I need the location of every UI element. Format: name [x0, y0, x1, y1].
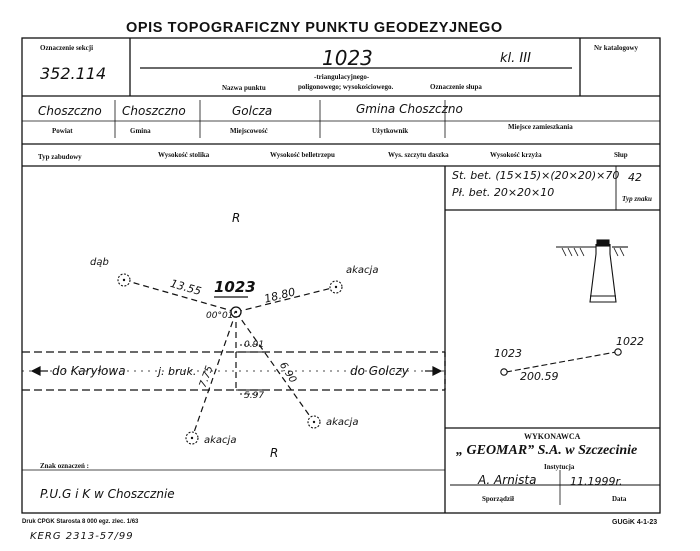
contractor-name: „ GEOMAR” S.A. w Szczecinie — [456, 443, 638, 458]
road-right-label: do Golczy — [350, 364, 409, 378]
center-angle: 00°01' — [206, 311, 236, 321]
distance-dab: 13.55 — [168, 276, 203, 299]
custody-label: Znak oznaczeń : — [40, 462, 89, 470]
road-left-label: do Karyłowa — [52, 364, 126, 378]
point-class: kl. III — [500, 51, 531, 66]
miejscowosc-label: Miejscowość — [230, 127, 268, 135]
gmina-label: Gmina — [130, 127, 151, 135]
sheet-label: Oznaczenie sekcji — [40, 44, 94, 52]
r-label-top: R — [232, 211, 241, 225]
powiat-value: Choszczno — [38, 104, 102, 118]
slup-label: Słup — [614, 151, 628, 159]
date-label: Data — [612, 495, 627, 503]
contractor-person: A. Arnista — [478, 473, 537, 487]
wys-stolika-label: Wysokość stolika — [158, 151, 210, 159]
kerg-stamp: KERG 2313-57/99 — [30, 531, 134, 542]
offset-top: 0.91 — [244, 340, 265, 350]
sheet-value: 352.114 — [40, 64, 107, 83]
pillar-label: Oznaczenie słupa — [430, 83, 482, 91]
bearing-point-a: 1023 — [494, 347, 522, 360]
tree-label-dab: dąb — [90, 257, 109, 268]
point-type-line2: poligonowego; wysokościowego. — [298, 83, 394, 91]
tree-label-akacja-2: akacja — [204, 435, 237, 446]
center-point-label: 1023 — [214, 278, 256, 296]
footer-print-code: Druk CPGK Starosta 8 000 egz. zlec. 1/63 — [22, 519, 139, 525]
distance-akacja-3: 6.90 — [276, 360, 299, 386]
wys-szczytu-label: Wys. szczytu daszka — [388, 151, 449, 159]
tree-label-akacja-1: akacja — [346, 265, 379, 276]
type-label: Typ znaku — [622, 195, 652, 203]
form-title: OPIS TOPOGRAFICZNY PUNKTU GEODEZYJNEGO — [126, 20, 503, 36]
catalog-label: Nr katalogowy — [594, 44, 639, 52]
bearing-distance: 200.59 — [520, 370, 559, 383]
wys-krzyza-label: Wysokość krzyża — [490, 151, 542, 159]
distance-akacja-2: 7.75 — [197, 364, 216, 390]
type-number: 42 — [628, 171, 642, 184]
uzytkownik-label: Użytkownik — [372, 127, 409, 135]
marker-cross-section — [556, 240, 628, 302]
miejsce-label: Miejsce zamieszkania — [508, 123, 573, 131]
outer-frame — [22, 38, 660, 513]
r-label-bottom: R — [270, 446, 279, 460]
point-name-label: Nazwa punktu — [222, 84, 266, 92]
uzytkownik-value: Gmina Choszczno — [356, 102, 463, 116]
wys-belki-label: Wysokość belletrzepu — [270, 151, 335, 159]
arrow-right-icon — [433, 367, 441, 375]
institution-label: Instytucja — [544, 463, 575, 471]
measure-line-akacja-2 — [192, 312, 236, 438]
contractor-header: WYKONAWCA — [524, 432, 581, 441]
offset-bottom: 5.97 — [244, 391, 265, 401]
stabilization-line-1: St. bet. (15×15)×(20×20)×70 — [452, 169, 620, 182]
bearing-line — [506, 352, 616, 372]
tree-label-akacja-3: akacja — [326, 417, 359, 428]
point-type-line1: -triangulacyjnego- — [314, 73, 370, 81]
bearing-point-b: 1022 — [616, 335, 644, 348]
typ-zabudowy-label: Typ zabudowy — [38, 153, 82, 161]
road-surface-label: j. bruk. — [158, 365, 197, 378]
stabilization-line-2: Pł. bet. 20×20×10 — [452, 186, 555, 199]
distance-akacja-1: 18.80 — [262, 285, 297, 306]
gmina-value: Choszczno — [122, 104, 186, 118]
measure-line-akacja-3 — [236, 312, 314, 422]
custody-value: P.U.G i K w Choszcznie — [40, 487, 175, 501]
arrow-left-icon — [32, 367, 40, 375]
footer-form-code: GUGiK 4-1-23 — [612, 519, 658, 526]
powiat-label: Powiat — [52, 127, 73, 135]
point-number: 1023 — [322, 46, 373, 70]
point-1022-icon — [615, 349, 621, 355]
miejscowosc-value: Golcza — [232, 104, 273, 118]
contractor-date: 11.1999r. — [570, 475, 623, 488]
made-by-label: Sporządził — [482, 495, 514, 503]
point-1023-icon — [501, 369, 507, 375]
